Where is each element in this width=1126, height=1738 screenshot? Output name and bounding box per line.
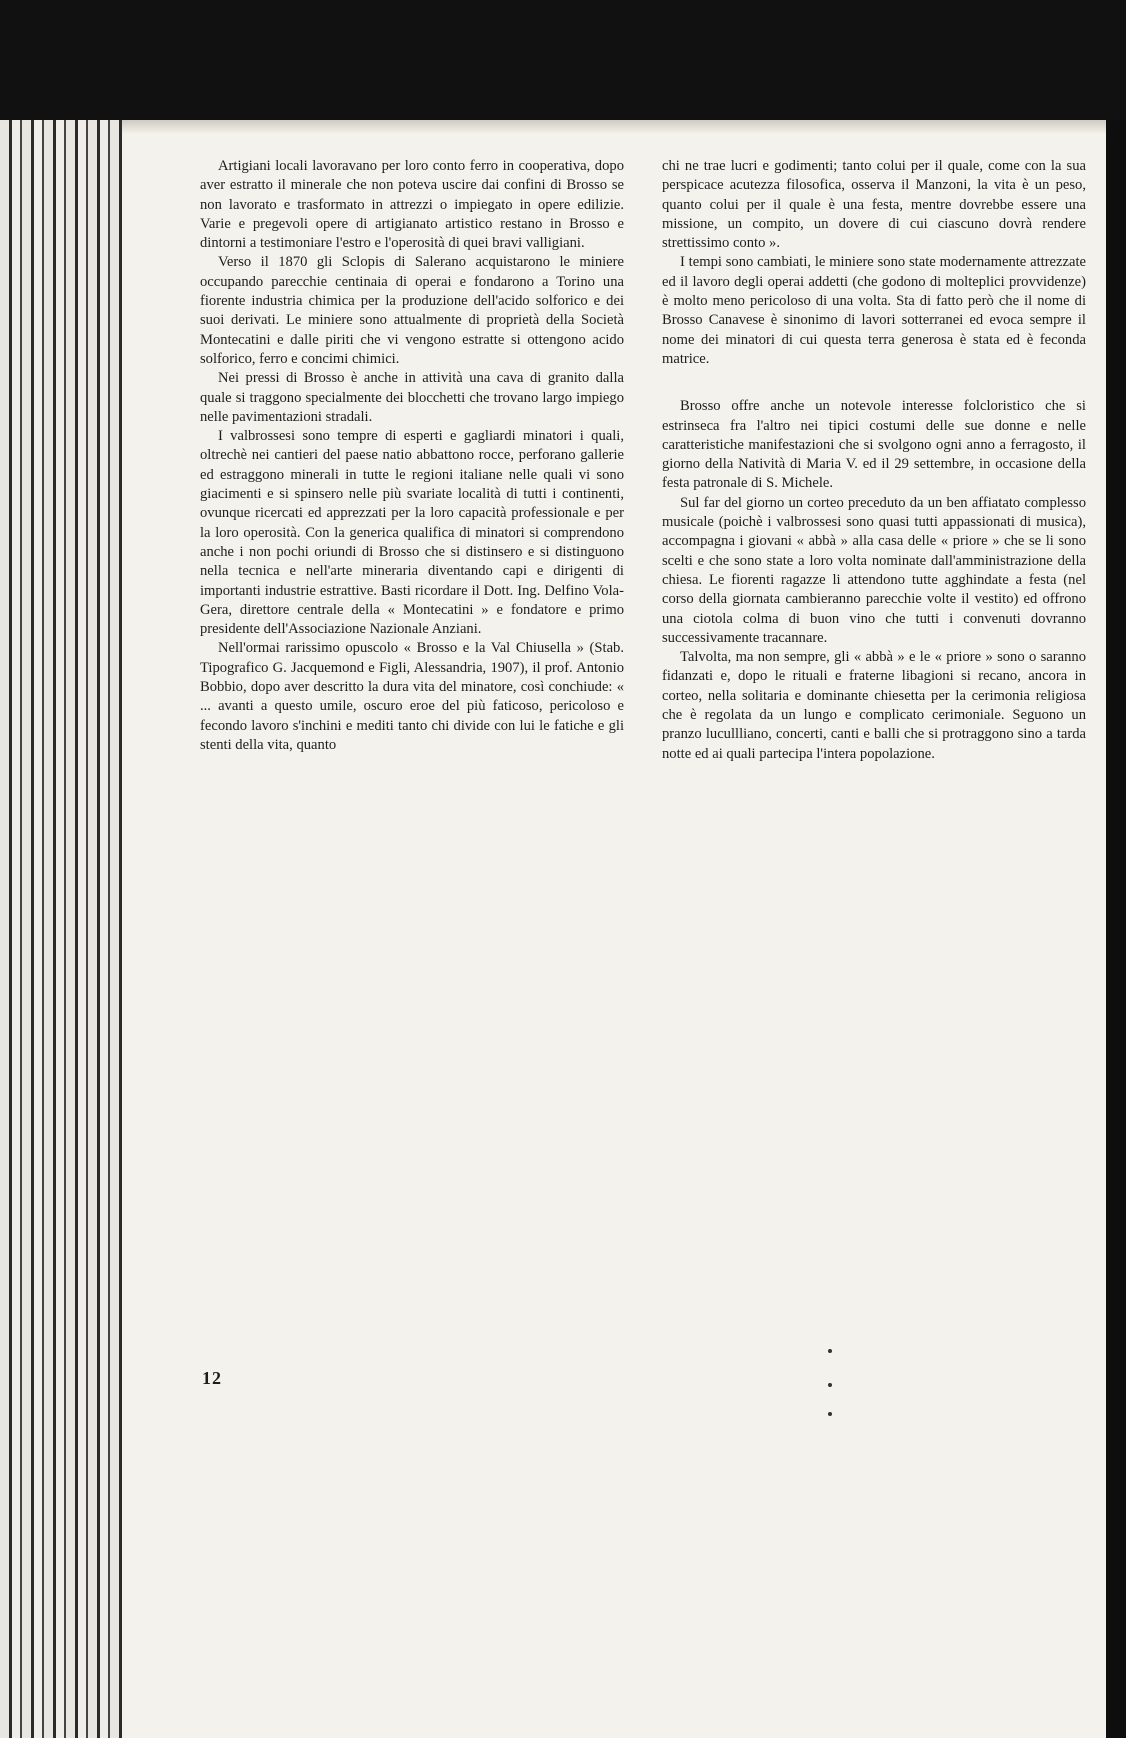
right-text-column [662,157,1086,764]
page-shadow [122,120,1106,134]
paragraph: I tempi sono cambiati, le miniere sono state modernamente attrezzate ed il lavoro degli operai addetti (che godono di molteplici provvidenze) è molto meno pericoloso di una volta. Sta di fatto però che il nome di Brosso Canavese è sinonimo di lavori sotterranei ed evoca sempre il nome dei minatori di cui questa terra generosa è stata ed è feconda matrice. [662,254,1086,367]
paragraph: Verso il 1870 gli Sclopis di Salerano acquistarono le miniere occupando parecchie centinaia di operai e fondarono a Torino una fiorente industria chimica per la produzione dell'acido solforico e dei suoi derivati. Le miniere sono attualmente di proprietà della Società Montecatini e dalle piriti che vi vengono estratte si ottengono acido solforico, ferro e concimi chimici. [200,254,624,367]
paragraph: Sul far del giorno un corteo preceduto da un ben affiatato complesso musicale (poichè i valbrossesi sono quasi tutti appassionati di musica), accompagna i giovani « abbà » alla casa delle « priore » che se li sono scelti e che sono state a loro volta nominate dall'amministrazione della chiesa. Le fiorenti ragazze li attendono tutte agghindate a festa (nel corso della giornata cambieranno parecchie volte il vestito) ed offrono una ciotola colma di buon vino che tutti i convenuti dovranno successivamente tracannare. [662,494,1086,646]
print-speck [828,1412,832,1416]
paragraph: I valbrossesi sono tempre di esperti e gagliardi minatori i quali, oltrechè nei cantieri del paese natio abbattono rocce, perforano gallerie ed estraggono minerali in tutte le regioni italiane nelle quali vi sono giacimenti e si spinsero nelle più svariate località di tutti i continenti, ovunque ricercati ed apprezzati per la loro capacità professionale e per la loro operosità. Con la generica qualifica di minatori si comprendono anche i non pochi oriundi di Brosso che si distinsero e si distinguono nella tecnica e nell'arte mineraria diventando capi e dirigenti di importanti industrie estrattive. Basti ricordare il Dott. Ing. Delfino Vola-Gera, direttore centrale della « Montecatini » e fondatore e primo presidente dell'Associazione Nazionale Anziani. [200,428,624,638]
page-number: 12 [202,1368,222,1388]
paragraph: chi ne trae lucri e godimenti; tanto colui per il quale, come con la sua perspicace acutezza filosofica, osserva il Manzoni, la vita è un peso, quanto colui per il quale è una festa, mentre dovrebbe essere una missione, un compito, un dovere di cui ciascuno dovrà rendere strettissimo conto ». [662,158,1086,252]
book-spine-edge [0,120,122,1738]
print-speck [828,1349,832,1353]
paragraph: Nei pressi di Brosso è anche in attività una cava di granito dalla quale si traggono specialmente dei blocchetti che trovano largo impiego nelle pavimentazioni stradali. [200,370,624,425]
scan-right-border [1106,120,1126,1738]
left-text-column [200,157,624,755]
paragraph: Artigiani locali lavoravano per loro conto ferro in cooperativa, dopo aver estratto il minerale che non poteva uscire dai confini di Brosso se non lavorato e trasformato in attrezzi o impiegato in opere edilizie. Varie e pregevoli opere di artigianato artistico restano in Brosso e dintorni a testimoniare l'estro e l'operosità di quei bravi valligiani. [200,158,624,252]
scan-top-border [0,0,1126,130]
paragraph: Nell'ormai rarissimo opuscolo « Brosso e la Val Chiusella » (Stab. Tipografico G. Jacquemond e Figli, Alessandria, 1907), il prof. Antonio Bobbio, dopo aver descritto la dura vita del minatore, così conchiude: « ... avanti a questo umile, oscuro eroe del più faticoso, pericoloso e fecondo lavoro s'inchini e mediti tanto chi divide con lui le fatiche e gli stenti della vita, quanto [200,640,624,753]
paragraph: Brosso offre anche un notevole interesse folcloristico che si estrinseca fra l'altro nei tipici costumi delle sue donne e nelle caratteristiche manifestazioni che si svolgono ogni anno a ferragosto, il giorno della Natività di Maria V. ed il 29 settembre, in occasione della festa patronale di S. Michele. [662,398,1086,492]
print-speck [828,1383,832,1387]
paragraph: Talvolta, ma non sempre, gli « abbà » e le « priore » sono o saranno fidanzati e, dopo le rituali e fraterne libagioni si recano, ancora in corteo, nella solitaria e dominante chiesetta per la cerimonia religiosa che è regolata da un lungo e complicato cerimoniale. Seguono un pranzo lucullliano, concerti, canti e balli che si protraggono sino a tarda notte ed ai quali partecipa l'intera popolazione. [662,649,1086,762]
